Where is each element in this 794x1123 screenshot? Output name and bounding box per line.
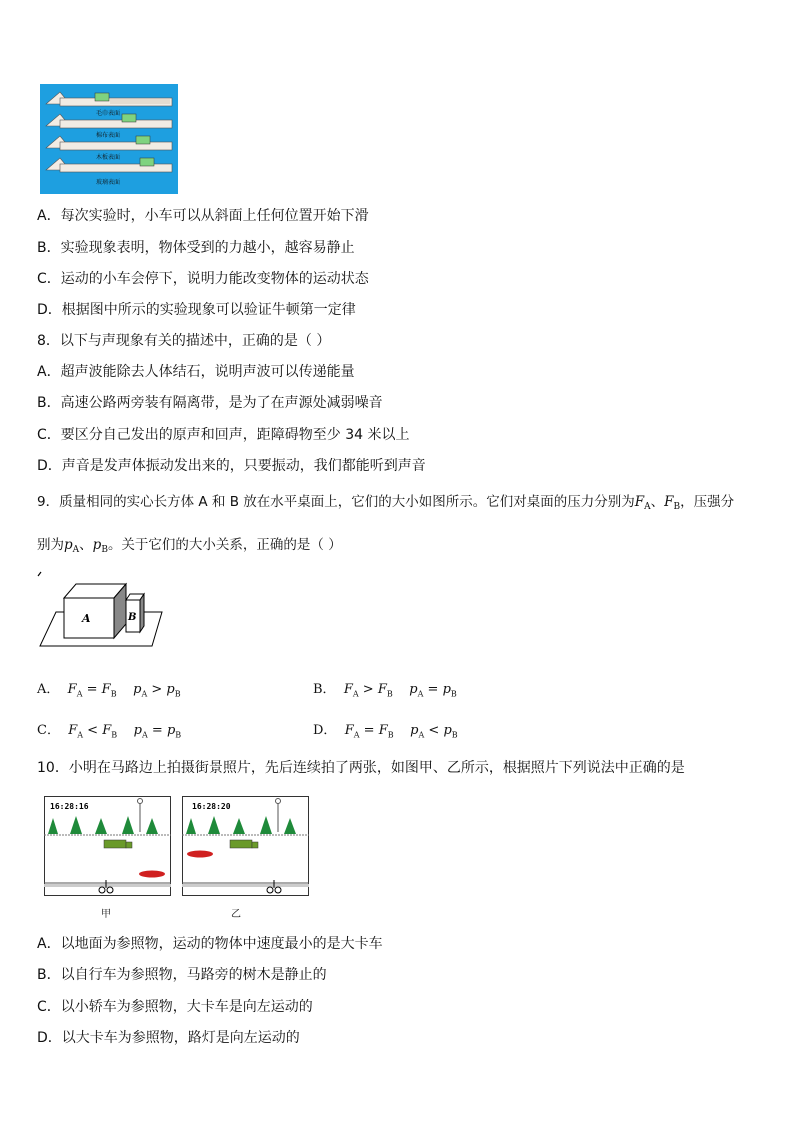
q9-option-d: D． $F_A = F_B$ $p_A < p_B$	[313, 723, 458, 740]
q10-option-a: A．以地面为参照物，运动的物体中速度最小的是大卡车	[37, 936, 383, 952]
photo-jia-time: 16:28:16	[50, 802, 89, 811]
block-b-label: B	[128, 612, 137, 623]
q9-option-b: B． $F_A > F_B$ $p_A = p_B$	[313, 682, 457, 699]
q9-stem-line1: 9．质量相同的实心长方体 A 和 B 放在水平桌面上，它们的大小如图所示。它们对桌面的压力分别为$F_A$、$F_B$，压强分	[37, 494, 735, 512]
block-a-label: A	[82, 612, 91, 625]
q9-option-c: C． $F_A < F_B$ $p_A = p_B$	[37, 723, 182, 740]
q9-stem-line2: 别为$p_A$、$p_B$。关于它们的大小关系，正确的是（ ）	[37, 537, 342, 555]
q7-option-d: D．根据图中所示的实验现象可以验证牛顿第一定律	[37, 302, 356, 318]
street-photo-jia	[44, 796, 171, 896]
blocks-figure	[36, 570, 166, 652]
q10-option-d: D．以大卡车为参照物，路灯是向左运动的	[37, 1030, 300, 1046]
q7-option-b: B．实验现象表明，物体受到的力越小，越容易静止	[37, 240, 355, 256]
surface-label-glass: 玻璃表面	[96, 179, 121, 186]
q9-option-a: A． $F_A = F_B$ $p_A > p_B$	[37, 682, 181, 699]
surface-label-cotton: 棉布表面	[96, 132, 121, 139]
photo-yi-caption: 乙	[231, 909, 241, 920]
surface-label-towel: 毛巾表面	[96, 110, 121, 117]
q7-option-c: C．运动的小车会停下，说明力能改变物体的运动状态	[37, 271, 369, 287]
q10-option-b: B．以自行车为参照物，马路旁的树木是静止的	[37, 967, 327, 983]
photo-jia-caption: 甲	[101, 909, 111, 920]
q7-option-a: A．每次实验时，小车可以从斜面上任何位置开始下滑	[37, 208, 369, 224]
q8-option-a: A．超声波能除去人体结石，说明声波可以传递能量	[37, 364, 355, 380]
q10-option-c: C．以小轿车为参照物，大卡车是向左运动的	[37, 999, 313, 1015]
q9-stem-line1-text: 9．质量相同的实心长方体 A 和 B 放在水平桌面上，它们的大小如图所示。它们对桌面的压力分别为	[37, 494, 635, 510]
q8-stem: 8．以下与声现象有关的描述中，正确的是（ ）	[37, 333, 331, 349]
q8-option-d: D．声音是发声体振动发出来的，只要振动，我们都能听到声音	[37, 458, 426, 474]
q10-stem: 10．小明在马路边上拍摄街景照片，先后连续拍了两张，如图甲、乙所示，根据照片下列说法中正确的是	[37, 760, 685, 776]
q8-option-c: C．要区分自己发出的原声和回声，距障碍物至少 34 米以上	[37, 427, 410, 443]
inclined-plane-figure	[40, 84, 178, 194]
surface-label-wood: 木板表面	[96, 154, 121, 161]
photo-yi-time: 16:28:20	[192, 802, 231, 811]
q9-stem-line1-tail: ，压强分	[680, 494, 735, 510]
street-photo-yi	[182, 796, 309, 896]
q8-option-b: B．高速公路两旁装有隔离带，是为了在声源处减弱噪音	[37, 395, 383, 411]
